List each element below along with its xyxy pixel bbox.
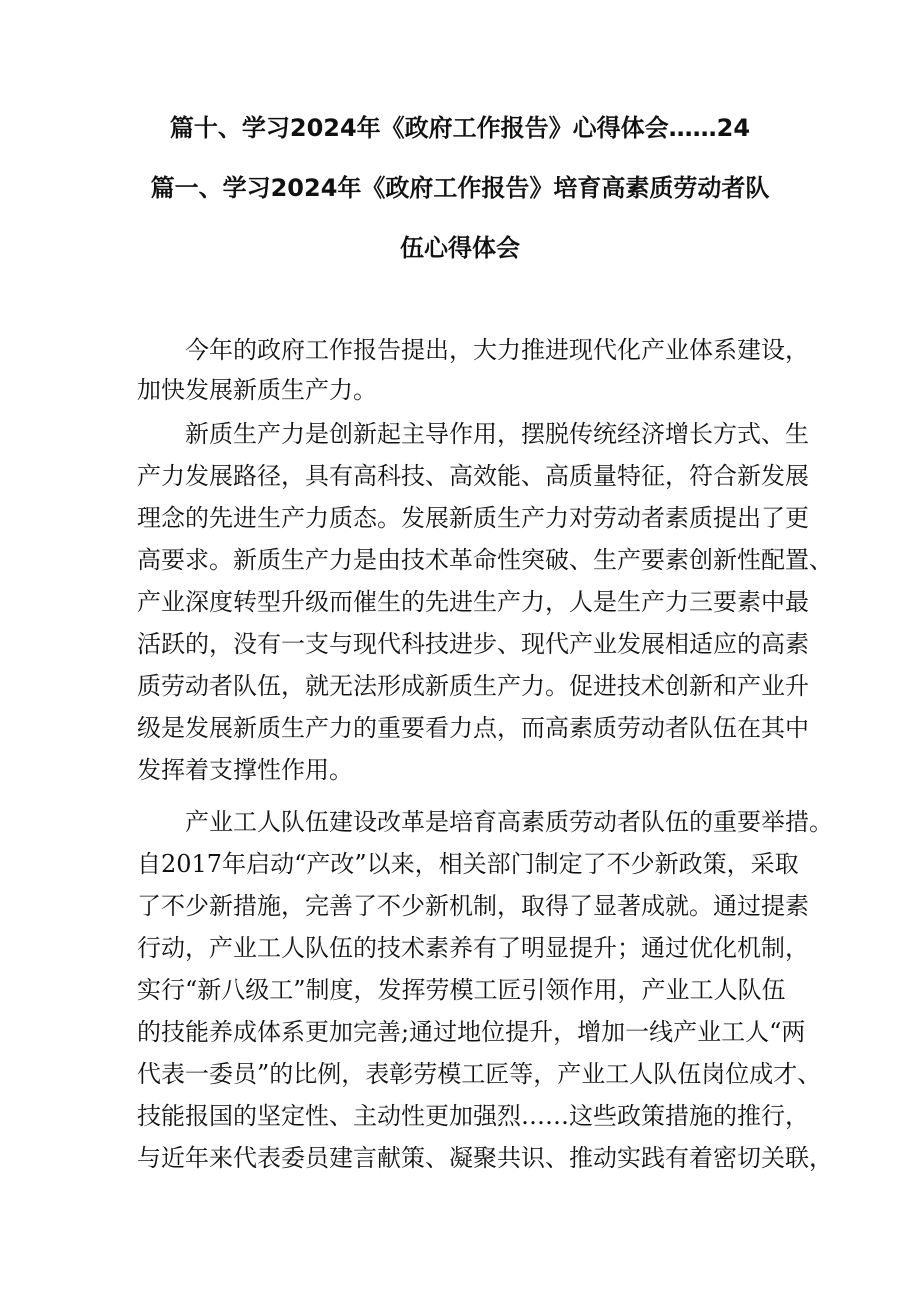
section-title-line-1: 篇一、学习2024年《政府工作报告》培育高素质劳动者队 <box>150 174 770 202</box>
body-line: 产力发展路径，具有高科技、高效能、高质量特征，符合新发展 <box>137 462 809 490</box>
body-line: 理念的先进生产力质态。发展新质生产力对劳动者素质提出了更 <box>137 504 809 532</box>
body-line: 今年的政府工作报告提出，大力推进现代化产业体系建设， <box>185 336 809 364</box>
body-line: 产业工人队伍建设改革是培育高素质劳动者队伍的重要举措。 <box>185 808 833 836</box>
body-line: 高要求。新质生产力是由技术革命性突破、生产要素创新性配置、 <box>137 546 833 574</box>
body-line: 实行“新八级工”制度，发挥劳模工匠引领作用，产业工人队伍 <box>137 976 786 1004</box>
body-line: 与近年来代表委员建言献策、凝聚共识、推动实践有着密切关联， <box>137 1144 833 1172</box>
section-title-line-2: 伍心得体会 <box>400 234 520 262</box>
body-line: 的技能养成体系更加完善;通过地位提升，增加一线产业工人“两 <box>137 1018 806 1046</box>
body-line: 发挥着支撑性作用。 <box>137 756 353 784</box>
toc-entry: 篇十、学习2024年《政府工作报告》心得体会……24 <box>169 114 751 142</box>
body-line: 行动，产业工人队伍的技术素养有了明显提升；通过优化机制， <box>137 934 809 962</box>
body-line: 级是发展新质生产力的重要看力点，而高素质劳动者队伍在其中 <box>137 714 809 742</box>
body-line: 技能报国的坚定性、主动性更加强烈……这些政策措施的推行， <box>137 1102 809 1130</box>
body-line: 产业深度转型升级而催生的先进生产力，人是生产力三要素中最 <box>137 588 809 616</box>
body-line: 加快发展新质生产力。 <box>137 376 377 404</box>
body-line: 自2017年启动“产改”以来，相关部门制定了不少新政策，采取 <box>137 850 799 878</box>
body-line: 质劳动者队伍，就无法形成新质生产力。促进技术创新和产业升 <box>137 672 809 700</box>
body-line: 了不少新措施，完善了不少新机制，取得了显著成就。通过提素 <box>137 892 809 920</box>
body-line: 代表一委员”的比例，表彰劳模工匠等，产业工人队伍岗位成才、 <box>137 1060 822 1088</box>
body-line: 新质生产力是创新起主导作用，摆脱传统经济增长方式、生 <box>185 420 809 448</box>
body-line: 活跃的，没有一支与现代科技进步、现代产业发展相适应的高素 <box>137 630 809 658</box>
